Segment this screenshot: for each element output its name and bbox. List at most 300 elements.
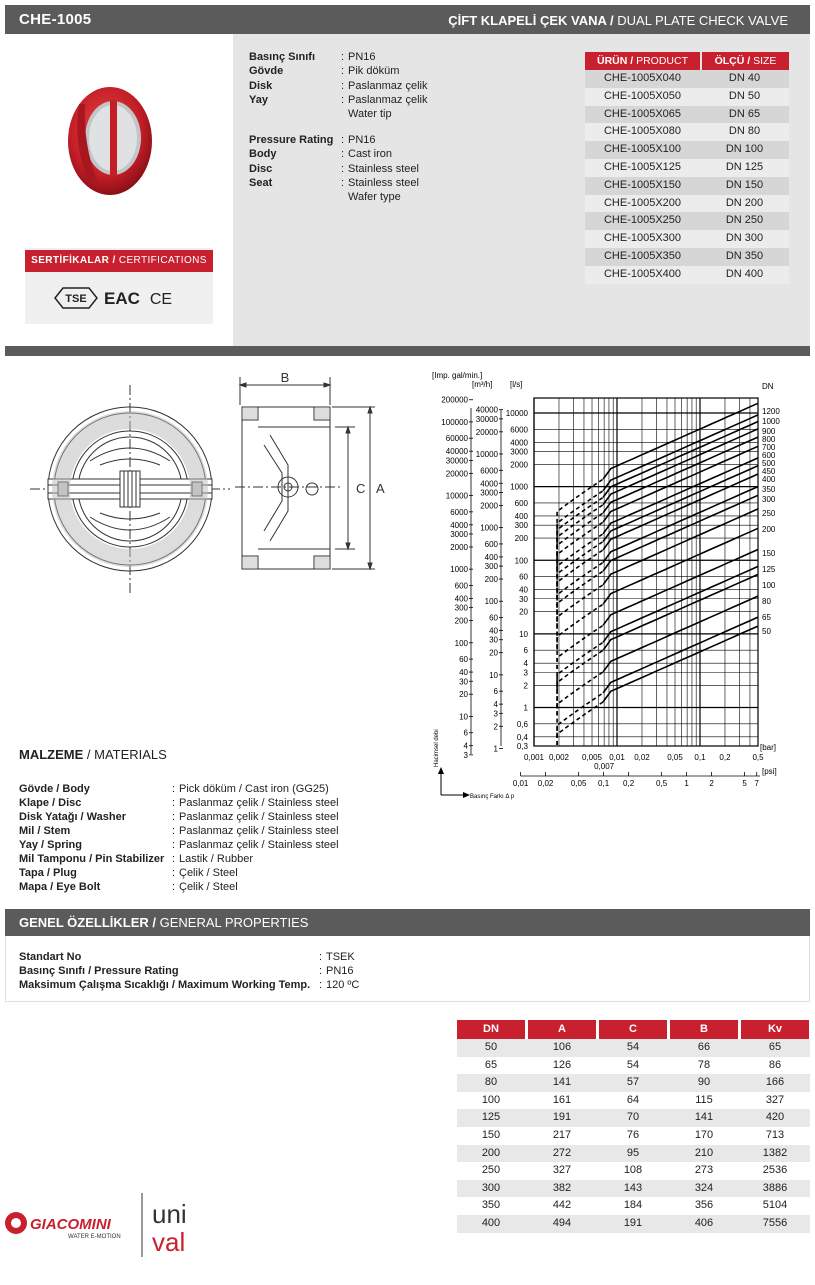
page-header xyxy=(5,5,810,34)
product-size-table xyxy=(585,52,789,284)
specs-turkish xyxy=(249,50,449,125)
product-size-cell: DN 350 xyxy=(725,249,764,262)
y-tick-m3h: 60 xyxy=(489,613,498,623)
y-tick-imp: 10000 xyxy=(445,491,468,501)
dimension-cell: 66 xyxy=(697,1041,711,1053)
tse-mark-text: TSE xyxy=(65,293,87,305)
product-size-cell: DN 150 xyxy=(725,178,764,191)
property-key: Maksimum Çalışma Sıcaklığı / Maximum Working Temp. xyxy=(19,979,311,991)
dimension-cell: 217 xyxy=(552,1128,572,1141)
spec-value: PN16 xyxy=(348,51,376,63)
series-dn-label: 800 xyxy=(762,435,776,444)
dimension-cell: 64 xyxy=(626,1093,640,1106)
product-size-cell: DN 125 xyxy=(725,160,764,173)
product-code-cell: CHE-1005X400 xyxy=(603,267,682,280)
dim-b-label: B xyxy=(280,370,290,385)
product-size-cell: DN 80 xyxy=(728,125,761,138)
product-code-cell: CHE-1005X065 xyxy=(603,107,682,120)
y-tick-m3h: 6000 xyxy=(480,466,498,476)
property-key: Basınç Sınıfı / Pressure Rating xyxy=(19,965,179,977)
y-tick-imp: 600 xyxy=(454,581,468,591)
product-row xyxy=(585,195,789,213)
series-dn-label: 700 xyxy=(762,443,776,452)
x-tick-psi: 2 xyxy=(709,779,714,788)
property-colon: : xyxy=(172,797,176,809)
x-tick-bar: 0,001 xyxy=(523,753,545,762)
property-row xyxy=(19,839,419,853)
y-tick-m3h: 4000 xyxy=(480,479,498,489)
dimension-row xyxy=(457,1197,810,1215)
dimension-row xyxy=(457,1127,810,1145)
spec-value: Wafer type xyxy=(348,191,401,204)
series-dn-label: 125 xyxy=(762,565,776,574)
x-tick-bar: 0,2 xyxy=(719,753,731,762)
dimension-row xyxy=(457,1215,810,1233)
spec-key: Disc xyxy=(249,162,273,175)
property-colon: : xyxy=(319,951,323,963)
property-value: Paslanmaz çelik / Stainless steel xyxy=(179,797,339,809)
dimension-cell: 54 xyxy=(626,1058,640,1071)
y-tick-m3h: 300 xyxy=(484,562,498,572)
series-dn-label: 65 xyxy=(762,613,771,622)
dimension-cell: 382 xyxy=(552,1181,572,1194)
certifications-title: SERTİFİKALAR / CERTIFICATIONS xyxy=(25,250,213,272)
unit-imp: [Imp. gal/min.] xyxy=(432,371,483,380)
y-tick-m3h: 6 xyxy=(493,687,498,697)
x-tick-bar: 0,5 xyxy=(752,753,764,762)
y-tick-m3h: 2000 xyxy=(480,501,498,511)
spec-key: Pressure Rating xyxy=(249,134,334,146)
dimension-cell: 57 xyxy=(626,1076,640,1089)
y-tick-imp: 3000 xyxy=(450,530,468,540)
dim-a-label: A xyxy=(376,481,385,496)
dimension-cell: 76 xyxy=(626,1128,640,1141)
series-dn-label: 400 xyxy=(762,475,776,484)
flow-chart-svg xyxy=(410,362,810,807)
cert-marks xyxy=(25,272,213,324)
property-key: Yay / Spring xyxy=(19,839,82,851)
dimension-cell: 2536 xyxy=(762,1164,788,1177)
property-value: Paslanmaz çelik / Stainless steel xyxy=(179,811,339,823)
x-tick-psi: 0,05 xyxy=(570,779,587,788)
product-code-cell: CHE-1005X250 xyxy=(603,214,682,227)
dimension-cell: 80 xyxy=(484,1076,498,1089)
property-value: Paslanmaz çelik / Stainless steel xyxy=(179,839,339,851)
product-code-cell: CHE-1005X300 xyxy=(603,232,682,245)
y-tick-m3h: 10 xyxy=(489,670,498,680)
valve-photo-icon xyxy=(25,34,213,248)
property-key: Disk Yatağı / Washer xyxy=(19,811,126,823)
y-tick-imp: 20 xyxy=(459,690,468,700)
dn-title: DN xyxy=(762,382,774,391)
y-tick-ls: 0,6 xyxy=(516,719,528,729)
series-dn-label: 600 xyxy=(762,451,776,460)
dim-c-label: C xyxy=(356,481,366,496)
y-tick-imp: 300 xyxy=(454,603,468,613)
series-dn-label: 500 xyxy=(762,459,776,468)
y-tick-ls: 3 xyxy=(523,668,528,678)
y-tick-imp: 3 xyxy=(463,750,468,760)
product-table-header xyxy=(585,52,789,70)
product-code-cell: CHE-1005X050 xyxy=(603,89,682,102)
spec-value: Stainless steel xyxy=(348,176,419,189)
y-tick-ls: 600 xyxy=(514,498,528,508)
valve-drawing-icon xyxy=(30,365,400,600)
materials-title: MALZEME / MATERIALS xyxy=(19,747,167,762)
dimension-row xyxy=(457,1057,810,1075)
dimension-cell: 86 xyxy=(768,1058,782,1071)
dimension-header-cell: Kv xyxy=(741,1020,809,1039)
y-tick-ls: 1000 xyxy=(510,482,528,492)
dimension-row xyxy=(457,1109,810,1127)
dimension-cell: 1382 xyxy=(762,1146,788,1159)
y-tick-imp: 200000 xyxy=(441,395,468,405)
dimension-cell: 713 xyxy=(765,1128,785,1141)
product-row xyxy=(585,123,789,141)
unival-bottom: val xyxy=(152,1227,186,1257)
section-separator xyxy=(5,346,810,356)
y-tick-ls: 2000 xyxy=(510,460,528,470)
product-image-box xyxy=(25,34,213,248)
product-size-cell: DN 100 xyxy=(725,143,764,156)
dimension-cell: 115 xyxy=(695,1093,713,1106)
dimension-cell: 150 xyxy=(481,1128,501,1141)
dimension-cell: 143 xyxy=(623,1181,643,1194)
y-tick-ls: 30 xyxy=(519,594,528,604)
x-tick-bar: 0,005 xyxy=(581,753,603,762)
spec-key: Yay xyxy=(249,93,268,106)
x-extra-tick: 0,007 xyxy=(594,762,615,771)
dimension-cell: 250 xyxy=(481,1164,501,1177)
unit-m3h: [m³/h] xyxy=(472,380,493,389)
y-tick-imp: 6 xyxy=(463,728,468,738)
y-tick-ls: 0,4 xyxy=(516,732,528,742)
x-tick-psi: 0,02 xyxy=(537,779,554,788)
series-dn-label: 1000 xyxy=(762,417,780,426)
property-colon: : xyxy=(172,867,176,879)
dimension-cell: 161 xyxy=(552,1093,572,1106)
property-key: Standart No xyxy=(19,951,82,963)
product-row xyxy=(585,159,789,177)
property-row xyxy=(19,867,419,881)
dimension-cell: 141 xyxy=(694,1111,714,1124)
y-tick-m3h: 3 xyxy=(493,709,498,719)
series-dn-label: 100 xyxy=(762,581,776,590)
y-tick-ls: 300 xyxy=(514,521,528,531)
y-tick-imp: 10 xyxy=(459,712,468,722)
unit-ls: [l/s] xyxy=(510,380,523,389)
series-dn-label: 80 xyxy=(762,597,771,606)
ce-mark-icon: CE xyxy=(149,291,173,308)
y-tick-ls: 2 xyxy=(523,681,528,691)
tse-mark-icon xyxy=(55,288,97,308)
y-tick-m3h: 30000 xyxy=(475,414,498,424)
giacomini-name: GIACOMINI xyxy=(30,1216,111,1233)
y-tick-imp: 4000 xyxy=(450,520,468,530)
spec-value: Paslanmaz çelik xyxy=(348,93,428,106)
spec-colon: : xyxy=(341,162,345,175)
spec-value: Water tip xyxy=(348,108,392,121)
product-size-cell: DN 65 xyxy=(728,107,761,120)
property-colon: : xyxy=(172,825,176,837)
y-tick-imp: 200 xyxy=(454,616,468,626)
y-tick-ls: 20 xyxy=(519,607,528,617)
dimension-cell: 300 xyxy=(481,1181,501,1194)
dimension-cell: 494 xyxy=(552,1216,572,1229)
product-row xyxy=(585,248,789,266)
y-tick-imp: 1000 xyxy=(450,565,468,575)
spec-key: Gövde xyxy=(249,65,284,78)
dimension-cell: 200 xyxy=(481,1146,501,1159)
y-tick-m3h: 40000 xyxy=(475,405,498,415)
spec-value: Pik döküm xyxy=(348,65,400,78)
technical-drawing xyxy=(30,365,400,600)
size-column-header: ÖLÇÜ / SIZE xyxy=(702,52,789,70)
property-row xyxy=(19,783,419,797)
spec-value: Paslanmaz çelik xyxy=(348,79,428,92)
product-code-cell: CHE-1005X080 xyxy=(603,125,682,138)
dimension-cell: 95 xyxy=(626,1146,640,1159)
y-tick-m3h: 3000 xyxy=(480,488,498,498)
dimension-row xyxy=(457,1074,810,1092)
x-tick-bar: 0,05 xyxy=(667,753,683,762)
property-key: Tapa / Plug xyxy=(19,867,77,879)
x-tick-psi: 0,2 xyxy=(623,779,635,788)
x-tick-psi: 1 xyxy=(684,779,689,788)
eac-mark-icon: EAC xyxy=(104,289,140,308)
property-value: Çelik / Steel xyxy=(179,881,238,893)
y-tick-ls: 200 xyxy=(514,534,528,544)
dimension-table-header xyxy=(457,1020,810,1039)
product-row xyxy=(585,141,789,159)
property-value: 120 ºC xyxy=(326,979,360,991)
dimension-cell: 356 xyxy=(694,1199,714,1212)
y-tick-imp: 40000 xyxy=(445,447,468,457)
x-tick-bar: 0,002 xyxy=(548,753,569,762)
plot-area xyxy=(534,398,758,746)
dimension-cell: 191 xyxy=(552,1111,572,1124)
materials-list xyxy=(19,783,419,898)
y-tick-m3h: 1 xyxy=(493,744,498,754)
y-tick-m3h: 400 xyxy=(484,552,498,562)
property-row xyxy=(19,811,419,825)
unival-logo-icon xyxy=(152,1199,187,1257)
product-code-cell: CHE-1005X350 xyxy=(603,249,682,262)
dimension-cell: 65 xyxy=(768,1041,782,1053)
dimension-cell: 420 xyxy=(765,1111,785,1124)
dimension-cell: 70 xyxy=(626,1111,640,1124)
dimension-cell: 100 xyxy=(481,1093,501,1106)
product-row xyxy=(585,88,789,106)
product-size-cell: DN 40 xyxy=(728,72,761,84)
dimension-cell: 324 xyxy=(694,1181,714,1194)
dimension-cell: 50 xyxy=(484,1041,498,1053)
property-row xyxy=(19,853,419,867)
property-key: Gövde / Body xyxy=(19,783,90,795)
spec-colon: : xyxy=(341,148,345,161)
y-tick-imp: 30000 xyxy=(445,456,468,466)
property-colon: : xyxy=(319,979,323,991)
y-tick-ls: 400 xyxy=(514,511,528,521)
dimension-cell: 5104 xyxy=(762,1199,788,1212)
property-colon: : xyxy=(172,783,176,795)
property-colon: : xyxy=(172,811,176,823)
dimension-header-cell: A xyxy=(528,1020,596,1039)
y-tick-imp: 30 xyxy=(459,677,468,687)
spec-colon: : xyxy=(341,93,345,106)
product-row xyxy=(585,212,789,230)
product-code-cell: CHE-1005X100 xyxy=(603,143,682,156)
y-tick-imp: 2000 xyxy=(450,542,468,552)
property-key: Mil / Stem xyxy=(19,825,71,837)
spec-colon: : xyxy=(341,176,345,189)
giacomini-logo-icon xyxy=(5,1212,121,1240)
x-tick-bar: 0,1 xyxy=(694,753,706,762)
dimension-row xyxy=(457,1162,810,1180)
y-tick-ls: 100 xyxy=(514,556,528,566)
property-value: TSEK xyxy=(326,951,355,963)
dimension-header-cell: DN xyxy=(457,1020,525,1039)
x-tick-psi: 0,5 xyxy=(656,779,668,788)
property-row xyxy=(19,881,419,895)
spec-colon: : xyxy=(341,51,345,63)
y-tick-m3h: 100 xyxy=(484,597,498,607)
y-tick-imp: 60000 xyxy=(445,434,468,444)
property-value: Çelik / Steel xyxy=(179,867,238,879)
product-row xyxy=(585,177,789,195)
spec-key: Disk xyxy=(249,79,273,92)
giacomini-tagline: WATER E-MOTION xyxy=(68,1234,121,1240)
spec-colon: : xyxy=(341,65,345,78)
property-value: Pick döküm / Cast iron (GG25) xyxy=(179,783,329,795)
dimension-cell: 350 xyxy=(481,1199,501,1212)
dimension-cell: 273 xyxy=(694,1164,714,1177)
y-axis-title: Hacimsel debi xyxy=(434,729,440,767)
product-size-cell: DN 50 xyxy=(728,89,761,102)
general-properties-list xyxy=(19,951,519,996)
dimension-cell: 327 xyxy=(552,1164,572,1177)
product-row xyxy=(585,70,789,88)
spec-key: Body xyxy=(249,148,277,161)
specs-english xyxy=(249,133,449,208)
dimension-cell: 170 xyxy=(694,1128,714,1141)
y-tick-m3h: 1000 xyxy=(480,523,498,533)
dimension-cell: 54 xyxy=(626,1041,640,1053)
spec-value: Stainless steel xyxy=(348,162,419,175)
y-tick-m3h: 4 xyxy=(493,700,498,710)
dimension-header-cell: C xyxy=(599,1020,667,1039)
y-tick-m3h: 600 xyxy=(484,539,498,549)
y-tick-ls: 1 xyxy=(523,703,528,713)
y-tick-ls: 3000 xyxy=(510,447,528,457)
dimension-cell: 141 xyxy=(552,1076,572,1089)
spec-key: Seat xyxy=(249,176,273,189)
x-tick-psi: 7 xyxy=(754,779,759,788)
product-size-cell: DN 250 xyxy=(725,214,764,227)
property-value: PN16 xyxy=(326,965,354,977)
product-code-cell: CHE-1005X150 xyxy=(603,178,682,191)
y-tick-ls: 60 xyxy=(519,572,528,582)
dimension-row xyxy=(457,1092,810,1110)
series-dn-label: 150 xyxy=(762,549,776,558)
brand-logos xyxy=(0,1185,220,1265)
series-dn-label: 250 xyxy=(762,509,776,518)
product-column-header: ÜRÜN / PRODUCT xyxy=(585,52,700,70)
y-tick-m3h: 40 xyxy=(489,626,498,636)
dimension-cell: 7556 xyxy=(762,1216,788,1229)
x-tick-bar: 0,01 xyxy=(609,753,625,762)
property-row xyxy=(19,825,419,839)
series-dn-label: 350 xyxy=(762,485,776,494)
x-tick-psi: 5 xyxy=(742,779,747,788)
product-code-cell: CHE-1005X125 xyxy=(603,160,682,173)
product-code: CHE-1005 xyxy=(19,11,92,28)
series-dn-label: 1200 xyxy=(762,407,780,416)
dimension-cell: 3886 xyxy=(762,1181,788,1194)
y-tick-m3h: 30 xyxy=(489,635,498,645)
dimension-table xyxy=(457,1020,810,1233)
y-tick-m3h: 200 xyxy=(484,575,498,585)
product-size-cell: DN 300 xyxy=(725,232,764,245)
dimension-cell: 442 xyxy=(552,1199,572,1212)
y-tick-ls: 6000 xyxy=(510,425,528,435)
property-row xyxy=(19,979,519,993)
dimension-cell: 78 xyxy=(697,1058,711,1071)
y-tick-ls: 10 xyxy=(519,629,528,639)
dimension-cell: 106 xyxy=(552,1041,572,1053)
dimension-cell: 125 xyxy=(481,1111,501,1124)
y-tick-imp: 400 xyxy=(454,594,468,604)
product-code-cell: CHE-1005X200 xyxy=(603,196,682,209)
x-axis-title: Basınç Farkı Δ p xyxy=(470,794,515,800)
property-key: Klape / Disc xyxy=(19,797,82,809)
dimension-row xyxy=(457,1039,810,1057)
dimension-header-cell: B xyxy=(670,1020,738,1039)
property-value: Paslanmaz çelik / Stainless steel xyxy=(179,825,339,837)
dimension-row xyxy=(457,1180,810,1198)
property-colon: : xyxy=(172,853,176,865)
dimension-cell: 126 xyxy=(552,1058,572,1071)
spec-colon: : xyxy=(341,79,345,92)
product-row xyxy=(585,106,789,124)
spec-key: Basınç Sınıfı xyxy=(249,51,316,63)
series-dn-label: 50 xyxy=(762,627,771,636)
y-tick-ls: 0,3 xyxy=(516,742,528,751)
property-row xyxy=(19,797,419,811)
property-row xyxy=(19,965,519,979)
x-tick-bar: 0,02 xyxy=(634,753,650,762)
property-colon: : xyxy=(319,965,323,977)
x-unit-bar: [bar] xyxy=(760,743,777,752)
y-tick-imp: 100 xyxy=(454,638,468,648)
y-tick-imp: 20000 xyxy=(445,469,468,479)
dimension-cell: 406 xyxy=(694,1216,714,1229)
dimension-row xyxy=(457,1145,810,1163)
x-tick-psi: 0,01 xyxy=(512,779,529,788)
x-unit-psi: [psi] xyxy=(762,767,777,776)
series-dn-label: 300 xyxy=(762,495,776,504)
product-row xyxy=(585,266,789,284)
dimension-cell: 191 xyxy=(623,1216,643,1229)
dimension-cell: 65 xyxy=(484,1058,498,1071)
unival-top: uni xyxy=(152,1199,187,1229)
y-tick-m3h: 2 xyxy=(493,722,498,732)
y-tick-imp: 40 xyxy=(459,668,468,678)
product-size-cell: DN 200 xyxy=(725,196,764,209)
dimension-cell: 400 xyxy=(481,1216,501,1229)
y-tick-imp: 100000 xyxy=(441,417,468,427)
y-tick-m3h: 10000 xyxy=(475,449,498,459)
